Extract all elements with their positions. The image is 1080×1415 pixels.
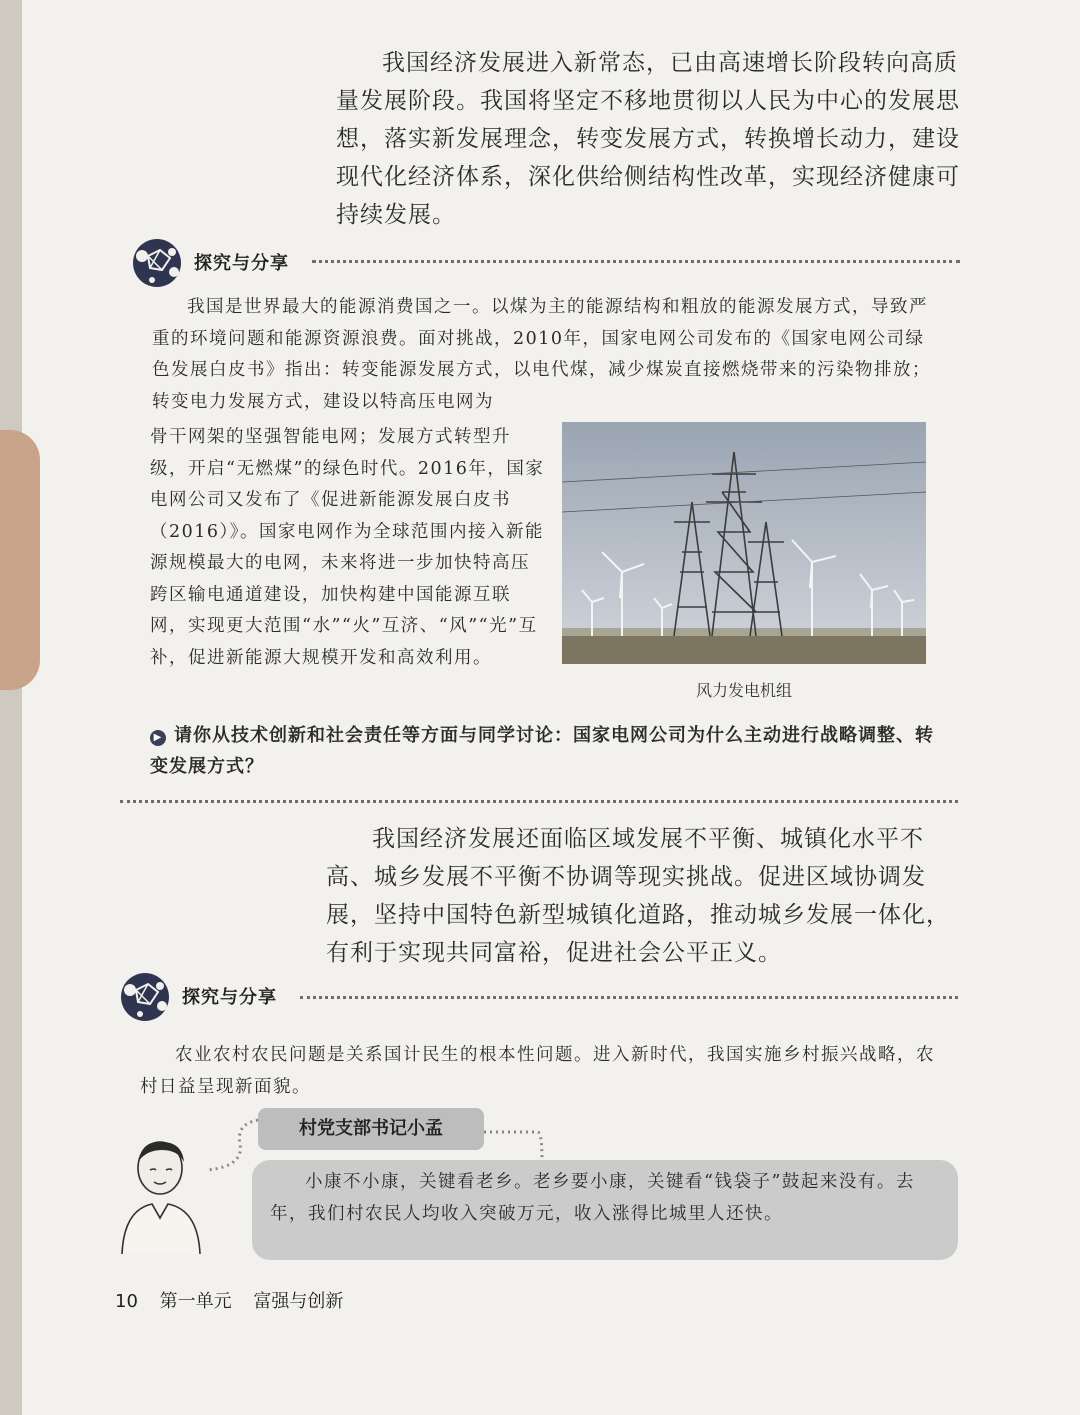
discussion-question [150, 720, 940, 782]
page-number: 10 [115, 1291, 138, 1312]
photo-caption: 风力发电机组 [695, 681, 792, 700]
intro-paragraph: 我国经济发展进入新常态，已由高速增长阶段转向高质量发展阶段。我国将坚定不移地贯彻以人民为中心的发展思想，落实新发展理念，转变发展方式，转换增长动力，建设现代化经济体系，深化供给侧结构性改革，实现经济健康可持续发展。 [336, 50, 960, 228]
unit-title: 富强与创新 [253, 1291, 344, 1312]
section-title: 探究与分享 [182, 987, 277, 1008]
arrow-right-icon: ▶ [150, 730, 166, 746]
wind-turbine-photo [562, 422, 926, 664]
section-header-2 [118, 970, 958, 1020]
section-header-1 [130, 236, 960, 286]
unit-label: 第一单元 [159, 1291, 232, 1312]
book-edge [0, 0, 22, 1415]
explore-share-icon [118, 970, 172, 1024]
question-text: 请你从技术创新和社会责任等方面与同学讨论：国家电网公司为什么主动进行战略调整、转变发展方式？ [150, 725, 934, 777]
dotted-divider [300, 996, 958, 999]
section1-side-paragraph: 骨干网架的坚强智能电网；发展方式转型升级，开启“无燃煤”的绿色时代。2016年，国家电网公司又发布了《促进新能源发展白皮书（2016）》。国家电网作为全球范围内接入新能源规模最大的电网，未来将进一步加快特高压跨区输电通道建设，加快构建中国能源互联网，实现更大范围“水”“火”互济、“风”“光”互补，促进新能源大规模开发和高效利用。 [150, 427, 545, 668]
section2-paragraph: 农业农村农民问题是关系国计民生的根本性问题。进入新时代，我国实施乡村振兴战略，农村日益呈现新面貌。 [140, 1045, 935, 1097]
village-secretary-avatar [112, 1134, 208, 1254]
connector-dotted-right [484, 1122, 554, 1162]
dotted-divider [312, 260, 960, 263]
page-footer [115, 1287, 359, 1313]
explore-share-icon [130, 236, 184, 290]
section-title: 探究与分享 [194, 253, 289, 274]
speech-text: 小康不小康，关键看老乡。老乡要小康，关键看“钱袋子”鼓起来没有。去年，我们村农民人均收入突破万元，收入涨得比城里人还快。 [270, 1172, 915, 1224]
thumb [0, 430, 40, 690]
speaker-tag: 村党支部书记小孟 [258, 1108, 484, 1150]
middle-paragraph: 我国经济发展还面临区域发展不平衡、城镇化水平不高、城乡发展不平衡不协调等现实挑战。促进区域协调发展，坚持中国特色新型城镇化道路，推动城乡发展一体化，有利于实现共同富裕，促进社会公平正义。 [326, 826, 950, 966]
dotted-divider-bottom [120, 800, 958, 803]
section1-paragraph: 我国是世界最大的能源消费国之一。以煤为主的能源结构和粗放的能源发展方式，导致严重的环境问题和能源资源浪费。面对挑战，2010年，国家电网公司发布的《国家电网公司绿色发展白皮书》指出：转变能源发展方式，以电代煤，减少煤炭直接燃烧带来的污染物排放；转变电力发展方式，建设以特高压电网为 [152, 297, 931, 412]
